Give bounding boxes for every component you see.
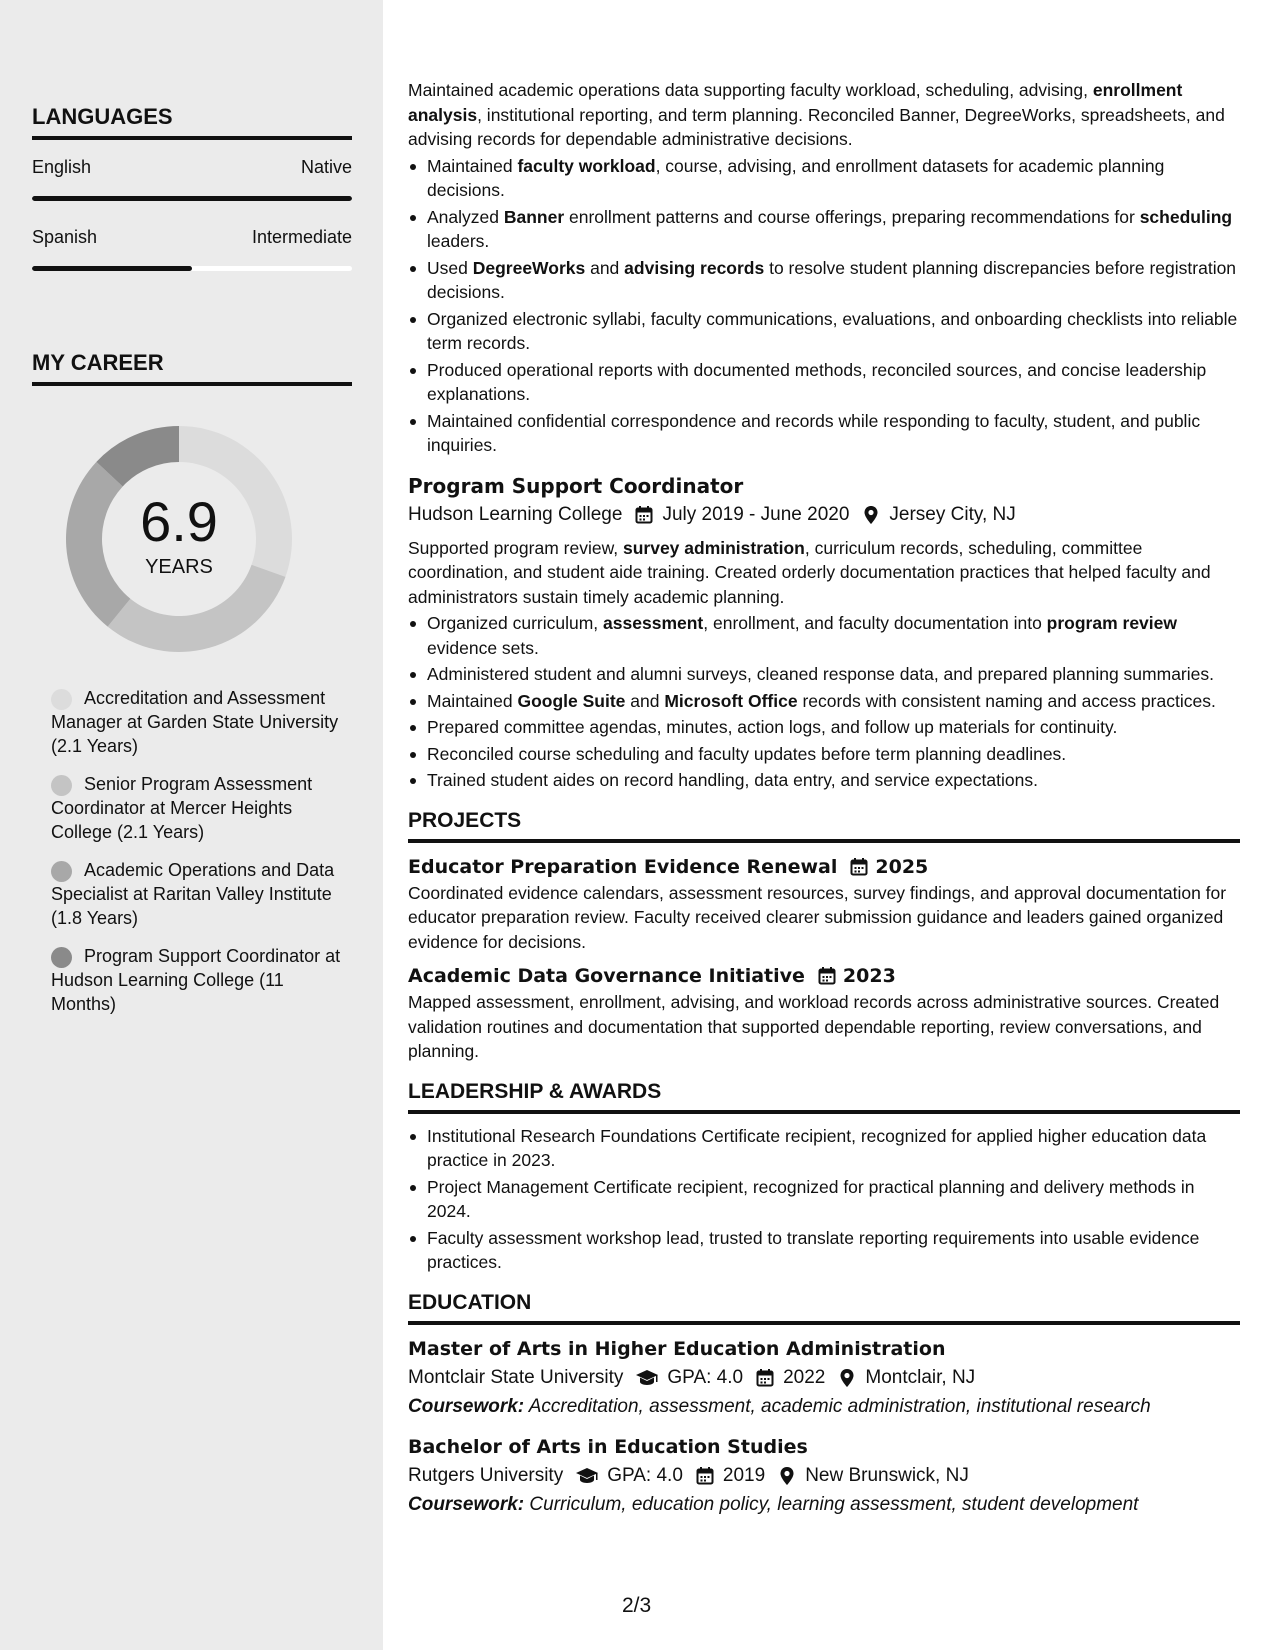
text-span: leaders. bbox=[427, 231, 490, 251]
calendar-icon bbox=[634, 505, 654, 525]
career-heading: MY CAREER bbox=[32, 350, 352, 386]
projects-heading: PROJECTS bbox=[408, 807, 1240, 843]
job-meta bbox=[408, 500, 1240, 530]
text-bold: DegreeWorks bbox=[472, 257, 586, 278]
text-bold: Google Suite bbox=[517, 690, 626, 711]
project-title-row bbox=[408, 962, 1240, 990]
text-bold: survey administration bbox=[622, 537, 805, 558]
sidebar bbox=[0, 0, 383, 1650]
language-level: Native bbox=[300, 157, 352, 177]
education-year: 2019 bbox=[722, 1464, 766, 1486]
text-bold: scheduling bbox=[1139, 206, 1233, 227]
education-year: 2022 bbox=[783, 1366, 826, 1388]
project-title-row bbox=[408, 853, 1240, 881]
education-meta bbox=[408, 1363, 1240, 1393]
job-title: Program Support Coordinator bbox=[408, 473, 744, 498]
career-total-years: 6.9 bbox=[140, 489, 218, 553]
job-summary bbox=[408, 536, 1240, 610]
project-year: 2023 bbox=[842, 965, 896, 987]
project-description: Mapped assessment, enrollment, advising, and workload records across administrative sources. Created validation routines and documentation that supported dependable reporting, review conversations, and planning. bbox=[408, 992, 1220, 1061]
job-company: Hudson Learning College bbox=[408, 503, 623, 525]
education-gpa: GPA: 4.0 bbox=[607, 1464, 683, 1486]
text-span: and bbox=[585, 257, 625, 278]
text-span: records with consistent naming and access practices. bbox=[797, 690, 1216, 711]
language-level: Intermediate bbox=[251, 227, 352, 247]
text-span: Used bbox=[427, 257, 473, 278]
career-legend-item bbox=[51, 686, 341, 758]
main-content bbox=[408, 78, 1240, 1531]
text-bold: faculty workload bbox=[517, 155, 656, 176]
text-span: , enrollment, and faculty documentation into bbox=[703, 613, 1047, 633]
map-pin-icon bbox=[777, 1466, 797, 1486]
language-name: English bbox=[32, 157, 92, 177]
education-school: Montclair State University bbox=[408, 1366, 624, 1388]
education-location: New Brunswick, NJ bbox=[805, 1464, 969, 1486]
coursework-text: Curriculum, education policy, learning assessment, student development bbox=[524, 1493, 1139, 1515]
legend-dot bbox=[51, 689, 72, 710]
education-location: Montclair, NJ bbox=[865, 1366, 976, 1388]
leadership-list bbox=[408, 1124, 1240, 1275]
text-span: Maintained bbox=[427, 690, 518, 711]
language-bar-fill bbox=[32, 266, 192, 271]
language-bar-english bbox=[32, 196, 352, 201]
project-description: Coordinated evidence calendars, assessment resources, survey findings, and approval documentation for educator preparation review. Faculty received clearer submission guidance and leaders gained organized evidence for decisions. bbox=[408, 882, 1227, 952]
text-span: enrollment patterns and course offerings, preparing recommendations for bbox=[564, 206, 1140, 227]
legend-dot bbox=[51, 947, 72, 968]
leadership-item: Project Management Certificate recipient, recognized for practical planning and delivery methods in 2024. bbox=[408, 1175, 1240, 1224]
legend-label: Program Support Coordinator at Hudson Learning College (11 Months) bbox=[51, 946, 341, 1014]
graduation-cap-icon bbox=[575, 1466, 599, 1486]
language-bar-fill bbox=[32, 196, 352, 201]
text-span: Organized curriculum, bbox=[427, 613, 604, 633]
bullet-item bbox=[408, 256, 1240, 305]
job-dates: July 2019 - June 2020 bbox=[662, 503, 850, 525]
language-bar-spanish bbox=[32, 266, 352, 271]
legend-label: Academic Operations and Data Specialist at Raritan Valley Institute (1.8 Years) bbox=[51, 860, 335, 928]
leadership-item: Institutional Research Foundations Certificate recipient, recognized for applied higher education data practice in 2023. bbox=[408, 1124, 1240, 1173]
languages-heading: LANGUAGES bbox=[32, 104, 352, 140]
text-bold: Banner bbox=[503, 206, 565, 227]
text-span: and bbox=[625, 690, 665, 711]
prev-job-bullets bbox=[408, 154, 1240, 458]
coursework-text: Accreditation, assessment, academic administration, institutional research bbox=[524, 1395, 1151, 1417]
text-span: , course, advising, and enrollment datasets for academic planning decisions. bbox=[427, 155, 1165, 200]
leadership-heading: LEADERSHIP & AWARDS bbox=[408, 1078, 1240, 1114]
text-bold: advising records bbox=[624, 257, 765, 278]
education-heading: EDUCATION bbox=[408, 1289, 1240, 1325]
project-year: 2025 bbox=[875, 855, 929, 878]
calendar-icon bbox=[755, 1368, 775, 1388]
project-title: Educator Preparation Evidence Renewal bbox=[408, 855, 838, 878]
text-span: , curriculum records, scheduling, committee coordination, and student aide training. Created orderly documentation practices that helped faculty and administrators sustain timely academic planning. bbox=[408, 537, 1211, 607]
project-title: Academic Data Governance Initiative bbox=[408, 965, 805, 987]
job-bullets bbox=[408, 611, 1240, 793]
leadership-item: Faculty assessment workshop lead, trusted to translate reporting requirements into usable evidence practices. bbox=[408, 1226, 1240, 1275]
text-span: Analyzed bbox=[427, 206, 504, 227]
job-location: Jersey City, NJ bbox=[889, 503, 1016, 525]
bullet-item: Administered student and alumni surveys, cleaned response data, and prepared planning summaries. bbox=[408, 662, 1240, 687]
education-school: Rutgers University bbox=[408, 1464, 564, 1486]
page-number: 2/3 bbox=[622, 1594, 652, 1617]
education-meta bbox=[408, 1461, 1240, 1491]
bullet-item bbox=[408, 154, 1240, 203]
education-degree: Master of Arts in Higher Education Administration bbox=[408, 1337, 946, 1360]
career-donut bbox=[66, 426, 292, 652]
bullet-item: Organized electronic syllabi, faculty communications, evaluations, and onboarding checklists into reliable term records. bbox=[408, 307, 1240, 356]
text-span: , institutional reporting, and term planning. Reconciled Banner, DegreeWorks, spreadsheets, and advising records for dependable administrative decisions. bbox=[408, 104, 1225, 149]
bullet-item: Trained student aides on record handling, data entry, and service expectations. bbox=[408, 768, 1240, 793]
text-span: evidence sets. bbox=[427, 637, 539, 658]
text-span: Maintained academic operations data supporting faculty workload, scheduling, advising, bbox=[408, 80, 1093, 100]
map-pin-icon bbox=[837, 1368, 857, 1388]
bullet-item: Produced operational reports with documented methods, reconciled sources, and concise leadership explanations. bbox=[408, 358, 1240, 407]
education-coursework bbox=[408, 1491, 1240, 1519]
text-bold: assessment bbox=[603, 613, 704, 633]
education-gpa: GPA: 4.0 bbox=[667, 1366, 744, 1388]
legend-dot bbox=[51, 775, 72, 796]
career-legend-item bbox=[51, 772, 341, 844]
education-coursework bbox=[408, 1393, 1240, 1421]
career-legend-item bbox=[51, 858, 341, 930]
bullet-item: Reconciled course scheduling and faculty updates before term planning deadlines. bbox=[408, 742, 1240, 767]
calendar-icon bbox=[849, 857, 869, 877]
text-span: Maintained bbox=[427, 155, 518, 176]
calendar-icon bbox=[817, 966, 837, 986]
bullet-item bbox=[408, 205, 1240, 254]
legend-dot bbox=[51, 861, 72, 882]
map-pin-icon bbox=[861, 505, 881, 525]
legend-label: Accreditation and Assessment Manager at Garden State University (2.1 Years) bbox=[51, 688, 339, 756]
text-span: to resolve student planning discrepancies before registration decisions. bbox=[427, 257, 1237, 302]
bullet-item bbox=[408, 689, 1240, 714]
career-donut-center bbox=[66, 426, 292, 652]
legend-label: Senior Program Assessment Coordinator at Mercer Heights College (2.1 Years) bbox=[51, 774, 313, 842]
education-degree: Bachelor of Arts in Education Studies bbox=[408, 1435, 808, 1458]
bullet-item bbox=[408, 611, 1240, 660]
bullet-item: Maintained confidential correspondence and records while responding to faculty, student, and public inquiries. bbox=[408, 409, 1240, 458]
coursework-label: Coursework: bbox=[408, 1395, 525, 1417]
language-row-spanish bbox=[32, 227, 352, 248]
text-bold: enrollment analysis bbox=[408, 80, 1183, 125]
prev-job-summary bbox=[408, 78, 1240, 152]
career-years-unit: YEARS bbox=[145, 555, 213, 578]
text-bold: Microsoft Office bbox=[664, 690, 798, 711]
text-span: Supported program review, bbox=[408, 537, 623, 558]
language-row-english bbox=[32, 157, 352, 178]
graduation-cap-icon bbox=[635, 1368, 659, 1388]
bullet-item: Prepared committee agendas, minutes, action logs, and follow up materials for continuity. bbox=[408, 715, 1240, 740]
career-legend bbox=[51, 686, 341, 1030]
career-legend-item bbox=[51, 944, 341, 1016]
text-bold: program review bbox=[1046, 613, 1177, 633]
calendar-icon bbox=[695, 1466, 715, 1486]
coursework-label: Coursework: bbox=[408, 1493, 525, 1515]
language-name: Spanish bbox=[32, 227, 98, 247]
